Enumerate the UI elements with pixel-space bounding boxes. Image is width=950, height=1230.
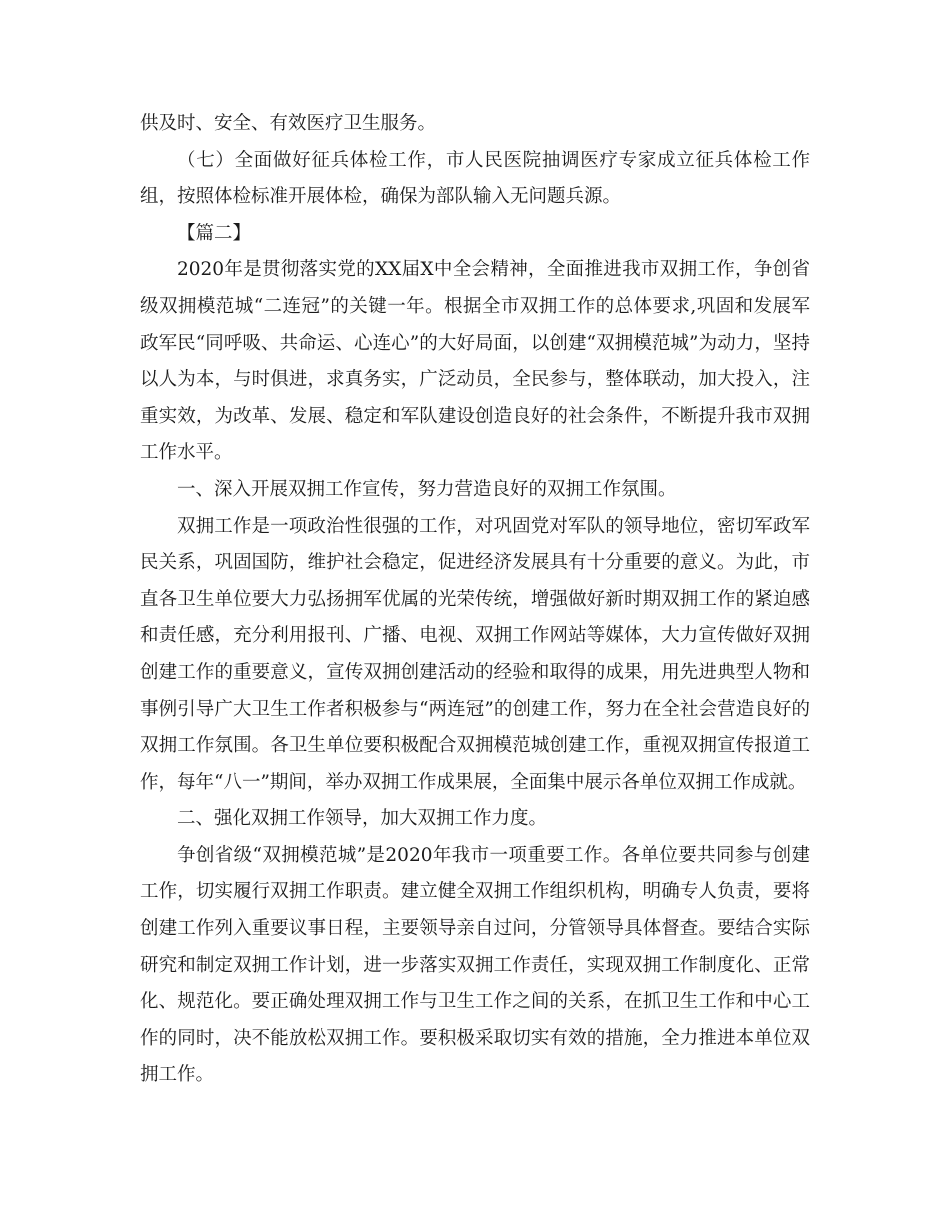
paragraph-leadership: 争创省级“双拥模范城”是2020年我市一项重要工作。各单位要共同参与创建工作，切实履行双拥工作职责。建立健全双拥工作组织机构，明确专人负责，要将创建工作列入重要议事日程，主要领导亲自过问，分管领导具体督查。要结合实际研究和制定双拥工作计划，进一步落实双拥工作责任，实现双拥工作制度化、正常化、规范化。要正确处理双拥工作与卫生工作之间的关系，在抓卫生工作和中心工作的同时，决不能放松双拥工作。要积极采取切实有效的措施，全力推进本单位双拥工作。: [140, 844, 810, 1086]
paragraph-item-seven: （七）全面做好征兵体检工作，市人民医院抽调医疗专家成立征兵体检工作组，按照体检标准开展体检，确保为部队输入无问题兵源。: [140, 149, 810, 208]
section-heading: 【篇二】: [177, 222, 252, 244]
document-body: [140, 106, 810, 1094]
paragraph-publicity: 双拥工作是一项政治性很强的工作，对巩固党对军队的领导地位，密切军政军民关系，巩固国防，维护社会稳定，促进经济发展具有十分重要的意义。为此，市直各卫生单位要大力弘扬拥军优属的光荣传统，增强做好新时期双拥工作的紧迫感和责任感，充分利用报刊、广播、电视、双拥工作网站等媒体，大力宣传做好双拥创建工作的重要意义，宣传双拥创建活动的经验和取得的成果，用先进典型人物和事例引导广大卫生工作者积极参与“两连冠”的创建工作，努力在全社会营造良好的双拥工作氛围。各卫生单位要积极配合双拥模范城创建工作，重视双拥宣传报道工作，每年“八一”期间，举办双拥工作成果展，全面集中展示各单位双拥工作成就。: [140, 515, 810, 793]
paragraph-intro: 2020年是贯彻落实党的XX届X中全会精神，全面推进我市双拥工作，争创省级双拥模范城“二连冠”的关键一年。根据全市双拥工作的总体要求,巩固和发展军政军民“同呼吸、共命运、心连心”的大好局面，以创建“双拥模范城”为动力，坚持以人为本，与时俱进，求真务实，广泛动员，全民参与，整体联动，加大投入，注重实效，为改革、发展、稳定和军队建设创造良好的社会条件，不断提升我市双拥工作水平。: [140, 259, 810, 464]
paragraph-continuation: 供及时、安全、有效医疗卫生服务。: [140, 113, 437, 134]
heading-one: 一、深入开展双拥工作宣传，努力营造良好的双拥工作氛围。: [177, 478, 677, 500]
heading-two: 二、强化双拥工作领导，加大双拥工作力度。: [177, 808, 548, 830]
